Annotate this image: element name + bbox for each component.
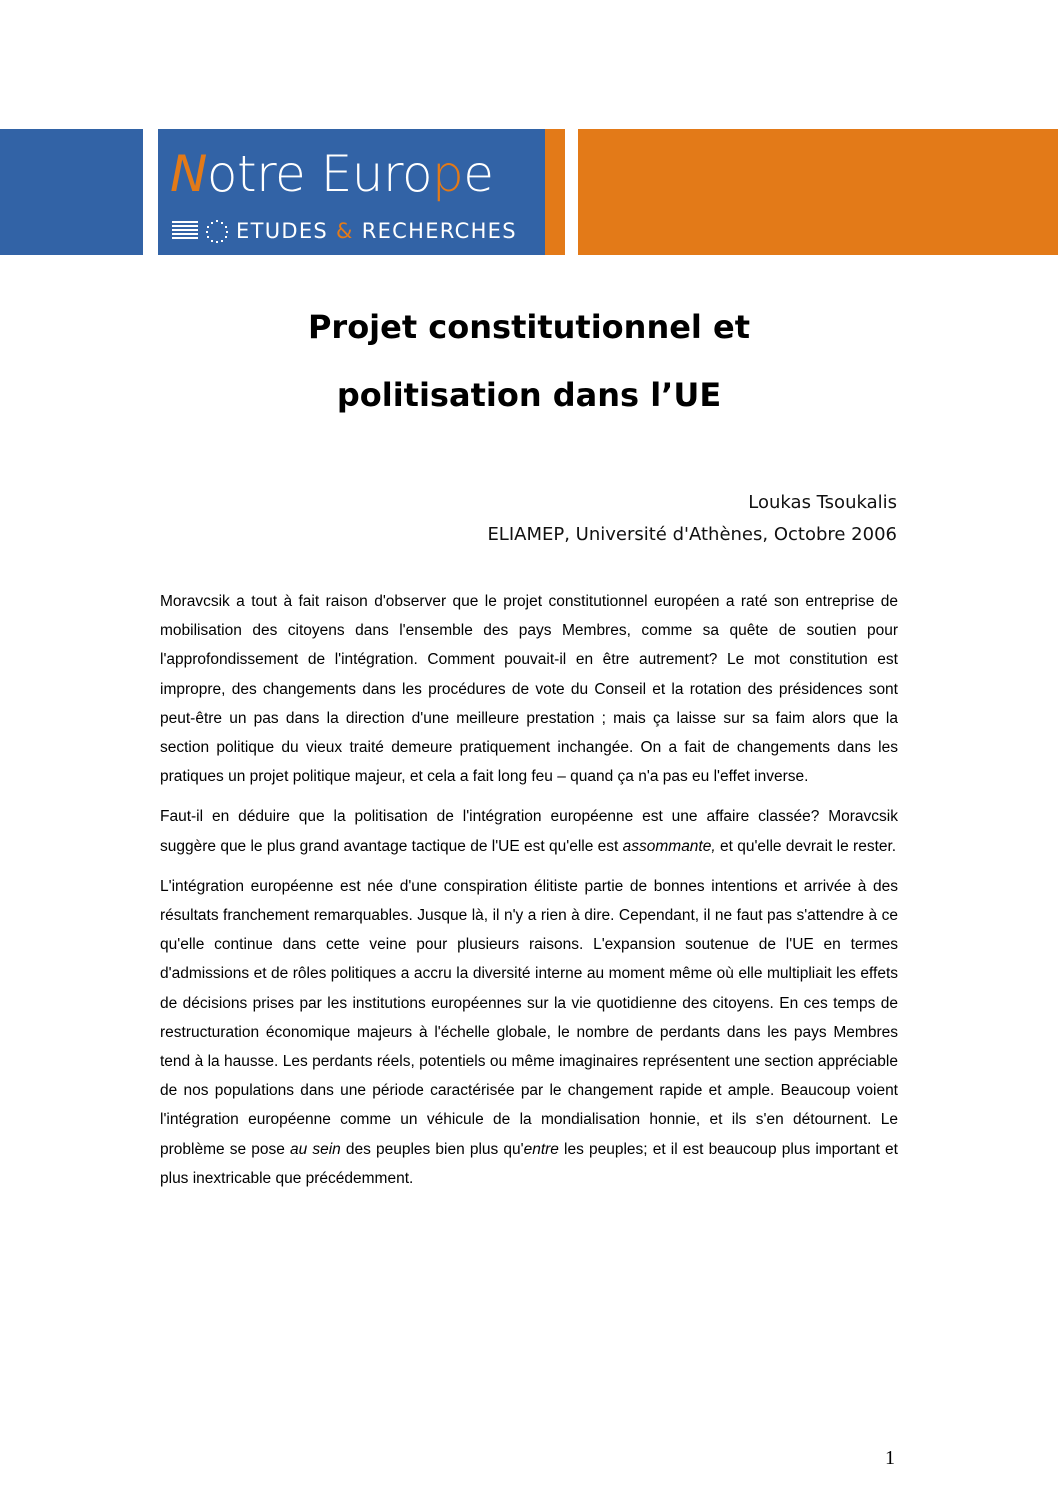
banner-blue-block [0, 129, 143, 255]
page-number: 1 [885, 1447, 895, 1469]
document-lines-icon [172, 221, 198, 241]
author-block [487, 487, 897, 551]
document-title [0, 308, 1058, 444]
logo-sub-ampersand: & [336, 219, 354, 243]
logo-sub-etudes: ETUDES [236, 219, 329, 243]
logo-sub-recherches: RECHERCHES [361, 219, 517, 243]
logo-letter-p: p [432, 145, 464, 203]
paragraph-text: et qu'elle devrait le rester. [715, 837, 897, 855]
paragraph-text: des peuples bien plus qu' [340, 1140, 524, 1158]
author-name: Loukas Tsoukalis [748, 492, 897, 513]
paragraph [160, 872, 898, 1193]
paragraph-text: L'intégration européenne est née d'une conspiration élitiste partie de bonnes intentions et arrivée à des résultats franchement remarquables. Jusque là, il n'y a rien à dire. Cependant, il ne faut pas s'attendre à ce qu'elle continue dans cette veine pour plusieurs raisons. L'expansion soutenue de l'UE en termes d'admissions et de rôles politiques a accru la diversité interne au moment même où elle multipliait les effets de décisions prises par les institutions européennes sur la vie quotidienne des citoyens. En ces temps de restructuration économique majeurs à l'échelle globale, le nombre de perdants dans les pays Membres tend à la hausse. Les perdants réels, potentiels ou même imaginaires représentent une section appréciable de nos populations dans une période caractérisée par le changement rapide et ample. Beaucoup voient l'intégration européenne comme un véhicule de la mondialisation honnie, et ils s'en détournent. Le problème se pose [160, 877, 898, 1158]
header-banner [0, 129, 1058, 255]
logo-title [170, 145, 494, 203]
author-affiliation: ELIAMEP, Université d'Athènes, Octobre 2006 [487, 524, 897, 545]
paragraph-text: les peuples; et il est beaucoup plus important et plus inextricable que précédemment. [160, 1140, 898, 1187]
logo-text: otre Euro [206, 145, 433, 203]
paragraph [160, 802, 898, 860]
logo-letter-n: N [170, 145, 207, 203]
banner-orange-strip [545, 129, 565, 255]
banner-orange-block [578, 129, 1058, 255]
emphasis-text: assommante, [622, 837, 716, 855]
emphasis-text: entre [523, 1140, 559, 1158]
eu-stars-icon [206, 220, 228, 242]
title-line-1: Projet constitutionnel et [307, 308, 751, 346]
title-line-2: politisation dans l’UE [336, 376, 722, 414]
emphasis-text: au sein [289, 1140, 341, 1158]
logo-subtitle [172, 219, 517, 243]
body-text [160, 587, 898, 1204]
paragraph-text: Faut-il en déduire que la politisation de l'intégration européenne est une affaire classée? Moravcsik suggère que le plus grand avantage tactique de l'UE est qu'elle est [160, 808, 898, 855]
logo-text-end: e [463, 145, 494, 203]
paragraph: Moravcsik a tout à fait raison d'observer que le projet constitutionnel européen a raté son entreprise de mobilisation des citoyens dans l'ensemble des pays Membres, comme sa quête de soutien pour l'approfondissement de l'intégration. Comment pouvait-il en être autrement? Le mot constitution est impropre, des changements dans les procédures de vote du Conseil et la rotation des présidences sont peut-être un pas dans la direction d'une meilleure prestation ; mais ça laisse sur sa faim alors que la section politique du vieux traité demeure pratiquement inchangée. On a fait de changements dans les pratiques un projet politique majeur, et cela a fait long feu – quand ça n'a pas eu l'effet inverse. [160, 593, 898, 786]
